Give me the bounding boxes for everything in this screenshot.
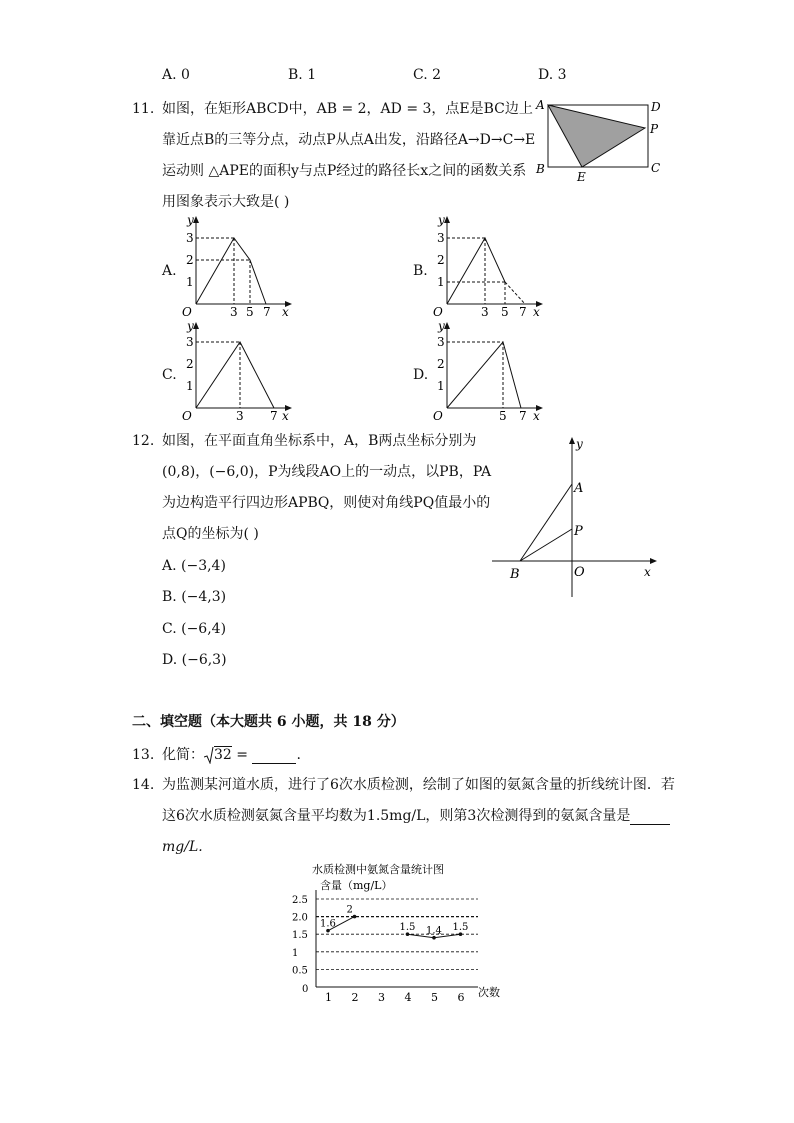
q11-number: 11.	[132, 101, 155, 117]
svg-text:3: 3	[186, 335, 194, 349]
y-tick-label: 2.5	[292, 895, 308, 906]
svg-text:1: 1	[186, 275, 194, 289]
x-tick-label: 6	[457, 991, 465, 1004]
q14-line-1: 为监测某河道水质，进行了6次水质检测，绘制了如图的氨氮含量的折线统计图．若	[162, 777, 675, 793]
svg-text:1: 1	[437, 275, 445, 289]
svg-text:x: x	[644, 565, 651, 579]
q12-coordinate-figure	[488, 432, 668, 602]
q11-graph-a	[178, 212, 298, 320]
data-label: 1.5	[399, 922, 416, 934]
data-label: 1.5	[452, 922, 469, 934]
svg-text:3: 3	[437, 335, 445, 349]
data-label: 1.6	[320, 918, 336, 930]
svg-text:7: 7	[263, 305, 271, 319]
label-e: E	[577, 170, 586, 184]
ammonia-line-chart	[284, 860, 514, 1005]
q11-rectangle-figure	[530, 95, 670, 185]
q12-line-2: (0,8)，(−6,0)，P为线段AO上的一动点，以PB，PA	[162, 464, 492, 480]
triangle-ape	[548, 105, 645, 167]
section-2-title: 二、填空题（本大题共 6 小题，共 18 分）	[132, 714, 405, 730]
q11-line-4: 用图象表示大致是( )	[162, 194, 290, 210]
svg-text:y: y	[576, 437, 583, 451]
chart-y-ticks	[292, 895, 308, 976]
svg-text:O: O	[574, 565, 585, 580]
chart-data-labels	[320, 905, 468, 937]
x-tick-label: 4	[404, 991, 412, 1004]
svg-text:x: x	[282, 409, 289, 423]
label-d: D	[651, 100, 661, 114]
svg-text:B: B	[510, 567, 520, 582]
q10-option-b: B. 1	[288, 67, 317, 83]
svg-text:3: 3	[230, 305, 238, 319]
x-tick-label: 3	[378, 991, 385, 1004]
y-tick-label: 1.5	[292, 930, 308, 942]
q11-choice-b: B.	[413, 263, 428, 279]
data-point	[353, 915, 357, 919]
q12-line-4: 点Q的坐标为( )	[162, 526, 259, 542]
q13-answer-blank[interactable]	[252, 749, 296, 764]
svg-text:O: O	[182, 409, 192, 423]
svg-text:2: 2	[437, 253, 445, 267]
svg-text:y: y	[187, 213, 194, 227]
svg-text:2: 2	[437, 357, 445, 371]
q12-option-d: D. (−6,3)	[162, 652, 227, 668]
svg-text:5: 5	[499, 409, 507, 423]
svg-text:A: A	[574, 481, 584, 496]
q13-number: 13.	[132, 747, 155, 763]
svg-text:y: y	[187, 319, 194, 333]
svg-text:7: 7	[519, 409, 527, 423]
chart-ylabel: 含量（mg/L）	[320, 879, 393, 892]
svg-text:y: y	[438, 213, 445, 227]
svg-text:y: y	[438, 319, 445, 333]
q11-choice-a: A.	[162, 263, 177, 279]
data-label: 2	[346, 904, 353, 916]
svg-text:7: 7	[519, 305, 527, 319]
svg-text:2: 2	[186, 357, 194, 371]
y-tick-label: 0.5	[292, 965, 308, 977]
label-c: C	[651, 161, 661, 175]
segment-pb	[520, 529, 572, 561]
label-a: A	[536, 98, 545, 112]
svg-text:3: 3	[437, 231, 445, 245]
q14-unit: mg/L.	[162, 839, 203, 855]
q10-option-c: C. 2	[413, 67, 442, 83]
q14-number: 14.	[132, 777, 155, 793]
svg-text:1: 1	[437, 379, 445, 393]
svg-text:3: 3	[481, 305, 489, 319]
q11-line-1: 如图，在矩形ABCD中，AB = 2，AD = 3，点E是BC边上	[162, 101, 533, 117]
svg-text:2: 2	[186, 253, 194, 267]
q10-option-d: D. 3	[538, 67, 567, 83]
chart-title: 水质检测中氨氮含量统计图	[312, 863, 444, 876]
q12-option-b: B. (−4,3)	[162, 589, 227, 605]
q12-line-3: 为边构造平行四边形APBQ，则使对角线PQ值最小的	[162, 495, 491, 511]
label-p: P	[650, 122, 659, 136]
x-tick-label: 5	[431, 991, 438, 1004]
x-tick-label: 1	[325, 991, 332, 1004]
svg-text:3: 3	[236, 409, 244, 423]
q12-option-a: A. (−3,4)	[162, 558, 226, 574]
svg-text:O: O	[433, 409, 443, 423]
y-tick-label: 2.0	[292, 912, 308, 924]
q11-line-3: 运动则 △APE的面积y与点P经过的路径长x之间的函数关系	[162, 163, 527, 179]
q11-graph-d	[429, 318, 549, 424]
svg-text:3: 3	[186, 231, 194, 245]
chart-xlabel: 次数	[478, 986, 500, 999]
q14-answer-blank[interactable]	[630, 810, 670, 825]
chart-grid	[316, 899, 478, 969]
chart-origin: 0	[302, 984, 309, 995]
q10-option-a: A. 0	[162, 67, 190, 83]
svg-text:x: x	[282, 305, 289, 319]
svg-text:O: O	[182, 305, 192, 319]
q11-graph-c	[178, 318, 298, 424]
svg-text:O: O	[433, 305, 443, 319]
svg-text:5: 5	[246, 305, 254, 319]
x-tick-label: 2	[351, 991, 359, 1004]
q11-choice-d: D.	[413, 367, 429, 383]
svg-text:7: 7	[270, 409, 278, 423]
sqrt-icon	[204, 746, 214, 764]
svg-text:x: x	[533, 305, 540, 319]
q11-choice-c: C.	[162, 367, 177, 383]
q14-line-2: 这6次水质检测氨氮含量平均数为1.5mg/L，则第3次检测得到的氨氮含量是	[162, 807, 670, 825]
data-label: 1.4	[426, 925, 442, 937]
svg-text:5: 5	[501, 305, 509, 319]
q13-body: 化简： 32 = .	[162, 747, 301, 763]
svg-text:x: x	[533, 409, 540, 423]
svg-text:1: 1	[186, 379, 194, 393]
q11-graph-b	[429, 212, 549, 320]
segment-ab	[520, 484, 572, 561]
q11-line-2: 靠近点B的三等分点，动点P从点A出发，沿路径A→D→C→E	[162, 132, 536, 148]
svg-text:P: P	[574, 524, 583, 539]
q12-line-1: 如图，在平面直角坐标系中，A，B两点坐标分别为	[162, 433, 477, 449]
q12-number: 12.	[132, 433, 155, 449]
chart-x-ticks	[325, 991, 465, 1004]
y-tick-label: 1	[292, 947, 299, 959]
q12-option-c: C. (−6,4)	[162, 621, 227, 637]
label-b: B	[536, 162, 545, 176]
